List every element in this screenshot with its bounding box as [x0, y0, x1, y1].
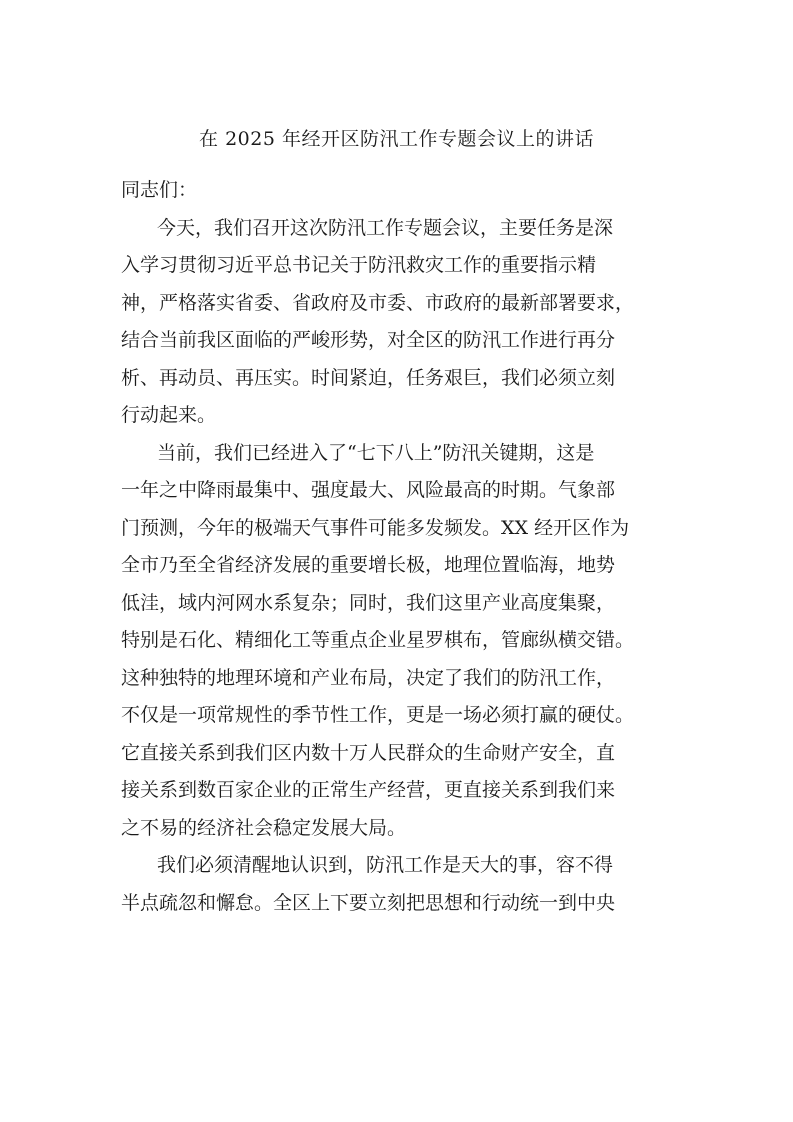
paragraph-3-line-2: 半点疏忽和懈怠。全区上下要立刻把思想和行动统一到中央 — [121, 891, 616, 914]
paragraph-2-line-3: 门预测，今年的极端天气事件可能多发频发。XX 经开区作为 — [121, 516, 630, 539]
paragraph-3-line-1: 我们必须清醒地认识到，防汛工作是天大的事，容不得 — [157, 854, 614, 876]
paragraph-2-line-1: 当前，我们已经进入了“七下八上”防汛关键期，这是 — [157, 441, 595, 464]
paragraph-2-line-2: 一年之中降雨最集中、强度最大、风险最高的时期。气象部 — [121, 479, 616, 501]
paragraph-2-line-8: 不仅是一项常规性的季节性工作，更是一场必须打赢的硬仗。 — [121, 704, 635, 726]
document-body — [121, 172, 677, 922]
paragraph-2-line-7: 这种独特的地理环境和产业布局，决定了我们的防汛工作， — [121, 666, 616, 689]
paragraph-1-line-2: 入学习贯彻习近平总书记关于防汛救灾工作的重要指示精 — [121, 254, 597, 276]
paragraph-1-line-3: 神，严格落实省委、省政府及市委、市政府的最新部署要求， — [121, 291, 635, 314]
paragraph-1-line-4: 结合当前我区面临的严峻形势，对全区的防汛工作进行再分 — [121, 329, 616, 351]
salutation-line: 同志们： — [121, 179, 198, 201]
paragraph-2-line-9: 它直接关系到我们区内数十万人民群众的生命财产安全，直 — [121, 741, 616, 764]
paragraph-2-line-6: 特别是石化、精细化工等重点企业星罗棋布，管廊纵横交错。 — [121, 629, 635, 651]
paragraph-2-line-10: 接关系到数百家企业的正常生产经营，更直接关系到我们来 — [121, 779, 616, 801]
paragraph-1-line-6: 行动起来。 — [121, 404, 217, 426]
paragraph-1-line-1: 今天，我们召开这次防汛工作专题会议，主要任务是深 — [157, 216, 614, 239]
paragraph-1-line-5: 析、再动员、再压实。时间紧迫，任务艰巨，我们必须立刻 — [121, 366, 616, 389]
paragraph-2-line-4: 全市乃至全省经济发展的重要增长极，地理位置临海，地势 — [121, 554, 616, 576]
document-title: 在 2025 年经开区防汛工作专题会议上的讲话 — [199, 128, 594, 150]
paragraph-2-line-11: 之不易的经济社会稳定发展大局。 — [121, 816, 407, 839]
paragraph-2-line-5: 低洼，域内河网水系复杂；同时，我们这里产业高度集聚， — [121, 591, 616, 614]
